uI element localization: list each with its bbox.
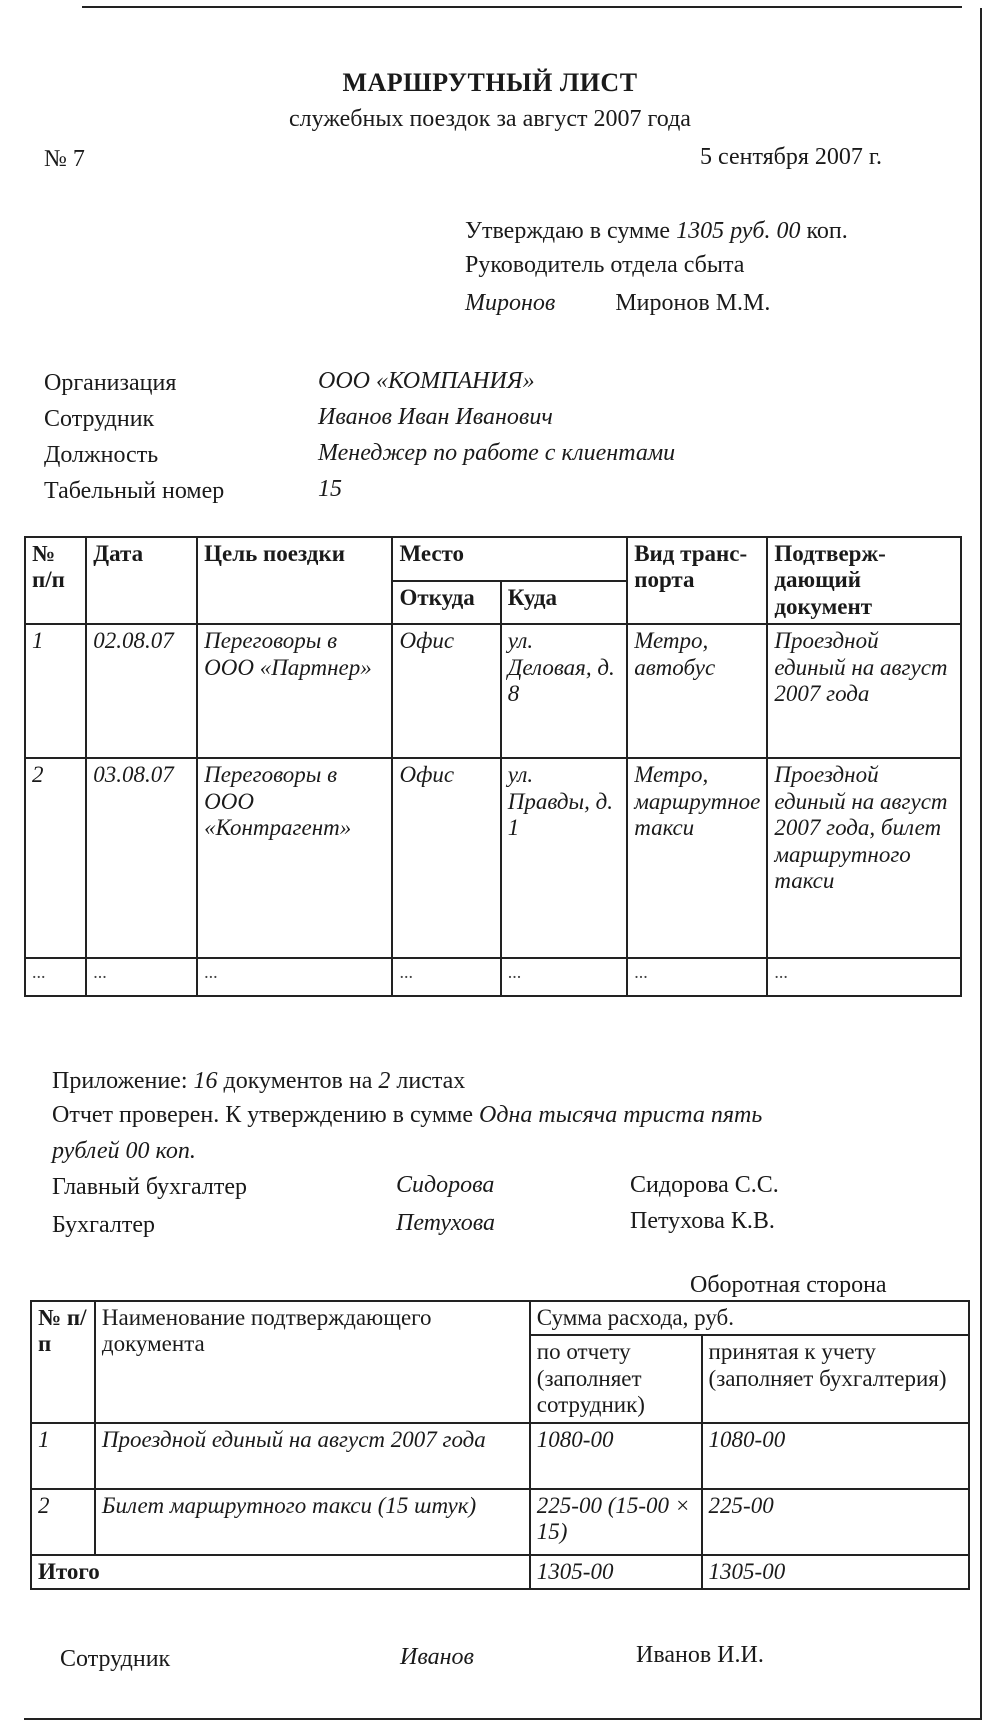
attachment-sheets-text: листах [396, 1068, 466, 1094]
trip-to: ул. Деловая, д. 8 [501, 624, 627, 758]
attachment-sheets-count: 2 [378, 1068, 391, 1094]
attachment-docs-text: документов на [223, 1068, 373, 1094]
right-border-line [980, 8, 982, 1718]
accountant-name: Петухова К.В. [630, 1208, 775, 1234]
exp-header-name: Наименование подтверждающего документа [95, 1301, 530, 1423]
expense-table [30, 1300, 970, 1590]
header-purpose: Цель поездки [197, 537, 392, 624]
ellipsis-cell: ... [25, 958, 86, 996]
trip-to: ул. Правды, д. 1 [501, 758, 627, 958]
trip-num: 2 [25, 758, 86, 958]
exp-header-accepted: принятая к учету (заполняет бухгалтерия) [702, 1335, 969, 1422]
exp-accepted: 225-00 [702, 1489, 969, 1555]
header-document: Подтверж-дающий документ [767, 537, 961, 624]
expense-header-row [31, 1301, 969, 1335]
chief-accountant-name: Сидорова С.С. [630, 1172, 779, 1198]
checked-prefix: Отчет проверен. К утверждению в сумме [52, 1102, 473, 1128]
header-date: Дата [86, 537, 197, 624]
trip-from: Офис [392, 758, 500, 958]
trip-date: 02.08.07 [86, 624, 197, 758]
top-border-line [82, 6, 962, 8]
trip-transport: Метро, автобус [627, 624, 767, 758]
approval-line [465, 218, 848, 245]
ellipsis-cell: ... [392, 958, 500, 996]
info-value-employee: Иванов Иван Иванович [318, 404, 553, 430]
total-by-report: 1305-00 [530, 1555, 702, 1589]
document-date: 5 сентября 2007 г. [700, 144, 883, 170]
header-num: № п/п [25, 537, 86, 624]
ellipsis-cell: ... [501, 958, 627, 996]
trip-num: 1 [25, 624, 86, 758]
header-to: Куда [501, 581, 627, 625]
table-row [25, 624, 961, 758]
trip-purpose: Переговоры в ООО «Партнер» [197, 624, 392, 758]
chief-accountant-signature: Сидорова [396, 1172, 495, 1198]
employee-signature: Иванов [400, 1644, 474, 1670]
accountant-signature: Петухова [396, 1210, 496, 1236]
exp-by-report: 1080-00 [530, 1423, 702, 1489]
bottom-border-line [24, 1718, 982, 1720]
exp-header-by-report: по отчету (заполняет сотрудник) [530, 1335, 702, 1422]
trip-purpose: Переговоры в ООО «Контрагент» [197, 758, 392, 958]
trip-document: Проездной единый на август 2007 года [767, 624, 961, 758]
trips-header-row [25, 537, 961, 581]
accountant-label: Бухгалтер [52, 1212, 156, 1238]
exp-name: Билет маршрутного такси (15 штук) [95, 1489, 530, 1555]
exp-name: Проездной единый на август 2007 года [95, 1423, 530, 1489]
table-row [31, 1489, 969, 1555]
attachment-prefix: Приложение: [52, 1068, 188, 1094]
trip-document: Проездной единый на август 2007 года, билет маршрутного такси [767, 758, 961, 958]
document-number: № 7 [44, 146, 85, 172]
ellipsis-cell: ... [767, 958, 961, 996]
total-row [31, 1555, 969, 1589]
ellipsis-cell: ... [197, 958, 392, 996]
header-place: Место [392, 537, 627, 581]
checked-amount-words: Одна тысяча триста пять [479, 1102, 763, 1128]
exp-by-report: 225-00 (15-00 × 15) [530, 1489, 702, 1555]
attachment-docs-count: 16 [193, 1068, 218, 1094]
trip-from: Офис [392, 624, 500, 758]
employee-name: Иванов И.И. [636, 1642, 764, 1668]
approval-prefix: Утверждаю в сумме [465, 218, 671, 244]
info-value-position: Менеджер по работе с клиентами [318, 440, 676, 466]
trips-table [24, 536, 962, 997]
attachment-line [52, 1068, 465, 1095]
exp-accepted: 1080-00 [702, 1423, 969, 1489]
exp-num: 2 [31, 1489, 95, 1555]
reverse-side-label: Оборотная сторона [690, 1272, 887, 1298]
exp-header-sum: Сумма расхода, руб. [530, 1301, 969, 1335]
checked-line [52, 1102, 762, 1129]
exp-num: 1 [31, 1423, 95, 1489]
employee-sign-label: Сотрудник [60, 1646, 171, 1672]
info-label-organization: Организация [44, 370, 177, 396]
document-title: МАРШРУТНЫЙ ЛИСТ [342, 68, 638, 97]
table-row [31, 1423, 969, 1489]
header-from: Откуда [392, 581, 500, 625]
approval-signature: Миронов [465, 290, 556, 316]
approval-amount: 1305 руб. 00 [676, 218, 801, 244]
info-value-tab-number: 15 [318, 476, 342, 502]
approval-suffix: коп. [806, 218, 848, 244]
checked-amount-continued: рублей 00 коп. [52, 1138, 196, 1164]
total-accepted: 1305-00 [702, 1555, 969, 1589]
exp-header-num: № п/п [31, 1301, 95, 1423]
total-label: Итого [31, 1555, 530, 1589]
chief-accountant-label: Главный бухгалтер [52, 1174, 247, 1200]
info-label-employee: Сотрудник [44, 406, 155, 432]
info-value-organization: ООО «КОМПАНИЯ» [318, 368, 535, 394]
header-transport: Вид транс-порта [627, 537, 767, 624]
info-label-tab-number: Табельный номер [44, 478, 225, 504]
document-subtitle: служебных поездок за август 2007 года [289, 106, 691, 132]
trip-transport: Метро, маршрутное такси [627, 758, 767, 958]
table-row [25, 758, 961, 958]
approval-signature-line [465, 290, 770, 317]
approval-position: Руководитель отдела сбыта [465, 252, 745, 278]
ellipsis-row [25, 958, 961, 996]
ellipsis-cell: ... [86, 958, 197, 996]
approval-name: Миронов М.М. [615, 290, 771, 316]
info-label-position: Должность [44, 442, 159, 468]
trip-date: 03.08.07 [86, 758, 197, 958]
ellipsis-cell: ... [627, 958, 767, 996]
